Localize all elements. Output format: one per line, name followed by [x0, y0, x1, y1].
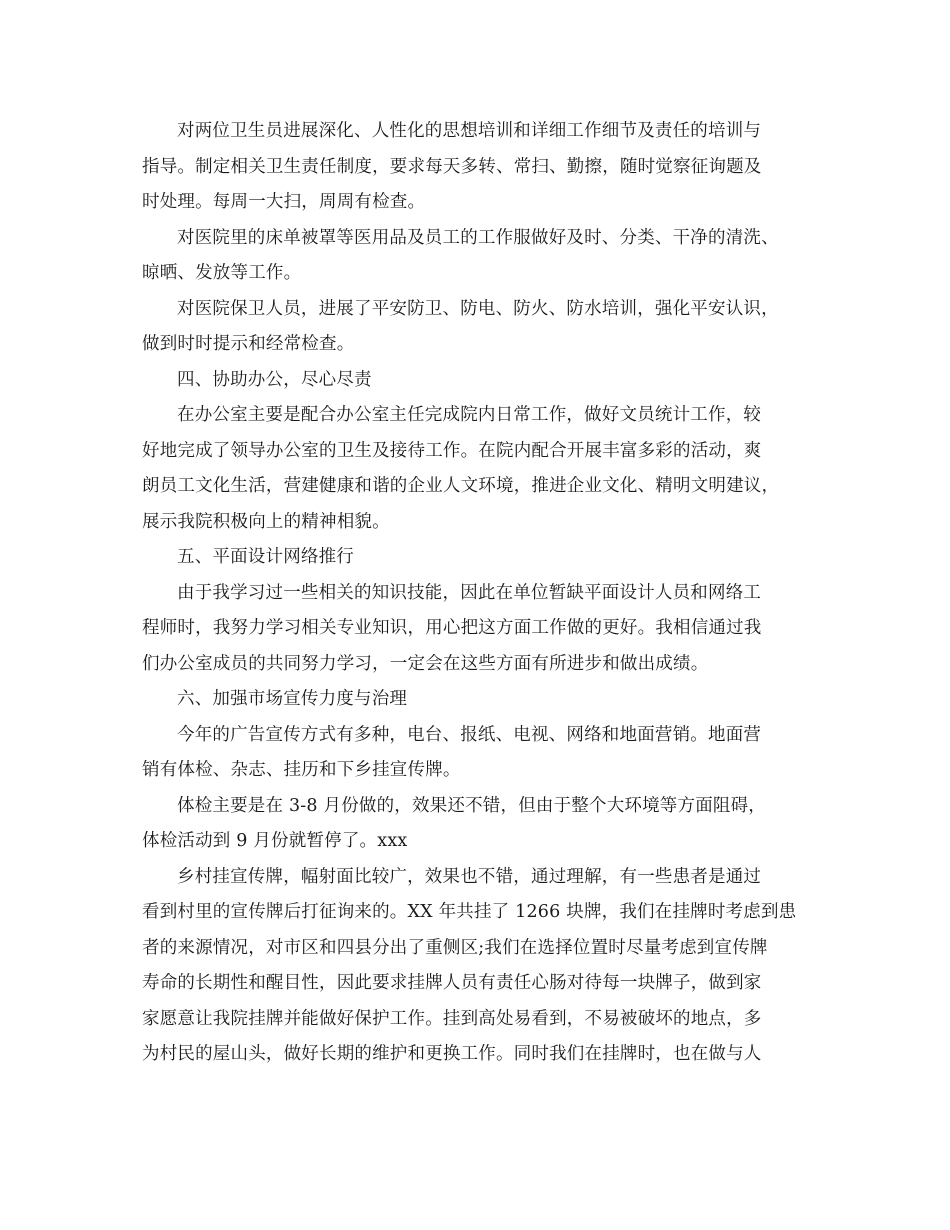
paragraph-office-work	[142, 398, 812, 540]
text-line: 晾晒、发放等工作。	[142, 263, 302, 283]
paragraph-security-training	[142, 292, 812, 363]
text-line: 对两位卫生员进展深化、人性化的思想培训和详细工作细节及责任的培训与	[177, 121, 762, 141]
text-line: 对医院保卫人员，进展了平安防卫、防电、防火、防水培训，强化平安认识，	[177, 298, 779, 319]
section-heading-text: 五、平面设计网络推行	[177, 547, 354, 567]
text-line: 做到时时提示和经常检查。	[142, 334, 355, 354]
text-line: 对医院里的床单被罩等医用品及员工的工作服做好及时、分类、干净的清洗、	[177, 227, 779, 248]
section-heading-text: 四、协助办公，尽心尽责	[177, 369, 372, 390]
text-line: 们办公室成员的共同努力学习，一定会在这些方面有所进步和做出成绩。	[142, 653, 709, 674]
text-line: 由于我学习过一些相关的知识技能，因此在单位暂缺平面设计人员和网络工	[177, 582, 762, 603]
text-line: 销有体检、杂志、挂历和下乡挂宣传牌。	[142, 760, 461, 780]
section-heading-6	[142, 682, 812, 718]
text-line: 程师时，我努力学习相关专业知识，用心把这方面工作做的更好。我相信通过我	[142, 618, 762, 638]
text-line: 体检主要是在 3-8 月份做的，效果还不错，但由于整个大环境等方面阻碍，	[177, 795, 767, 816]
paragraph-hygiene-training	[142, 114, 812, 221]
document-body	[142, 114, 812, 1073]
text-line: 时处理。每周一大扫，周周有检查。	[142, 192, 426, 212]
text-line: 乡村挂宣传牌，幅射面比较广，效果也不错，通过理解，有一些患者是通过	[177, 866, 762, 887]
text-line: 体检活动到 9 月份就暂停了。xxx	[142, 831, 408, 851]
text-line: 好地完成了领导办公室的卫生及接待工作。在院内配合开展丰富多彩的活动，爽	[142, 440, 762, 461]
paragraph-advertising	[142, 718, 812, 789]
paragraph-laundry	[142, 221, 812, 292]
text-line: 家愿意让我院挂牌并能做好保护工作。挂到高处易看到，不易被破坏的地点，多	[142, 1008, 762, 1029]
text-line: 展示我院积极向上的精神相貌。	[142, 511, 390, 532]
text-line: 在办公室主要是配合办公室主任完成院内日常工作，做好文员统计工作，较	[177, 405, 762, 425]
text-line: 指导。制定相关卫生责任制度，要求每天多转、常扫、勤擦，随时觉察征询题及	[142, 156, 762, 177]
text-line: 看到村里的宣传牌后打征询来的。XX 年共挂了 1266 块牌，我们在挂牌时考虑到患	[142, 902, 797, 922]
paragraph-health-check	[142, 789, 812, 860]
text-line: 为村民的屋山头，做好长期的维护和更换工作。同时我们在挂牌时，也在做与人	[142, 1044, 762, 1064]
text-line: 朗员工文化生活，营建健康和谐的企业人文环境，推进企业文化、精明文明建议，	[142, 476, 780, 496]
section-heading-4	[142, 363, 812, 399]
text-line: 者的来源情况，对市区和四县分出了重侧区;我们在选择位置时尽量考虑到宣传牌	[142, 937, 768, 958]
text-line: 寿命的长期性和醒目性，因此要求挂牌人员有责任心肠对待每一块牌子，做到家	[142, 973, 762, 993]
text-line: 今年的广告宣传方式有多种，电台、报纸、电视、网络和地面营销。地面营	[177, 724, 762, 745]
paragraph-village-signs	[142, 860, 812, 1073]
paragraph-graphic-design	[142, 576, 812, 683]
section-heading-text: 六、加强市场宣传力度与治理	[177, 689, 408, 709]
section-heading-5	[142, 540, 812, 576]
